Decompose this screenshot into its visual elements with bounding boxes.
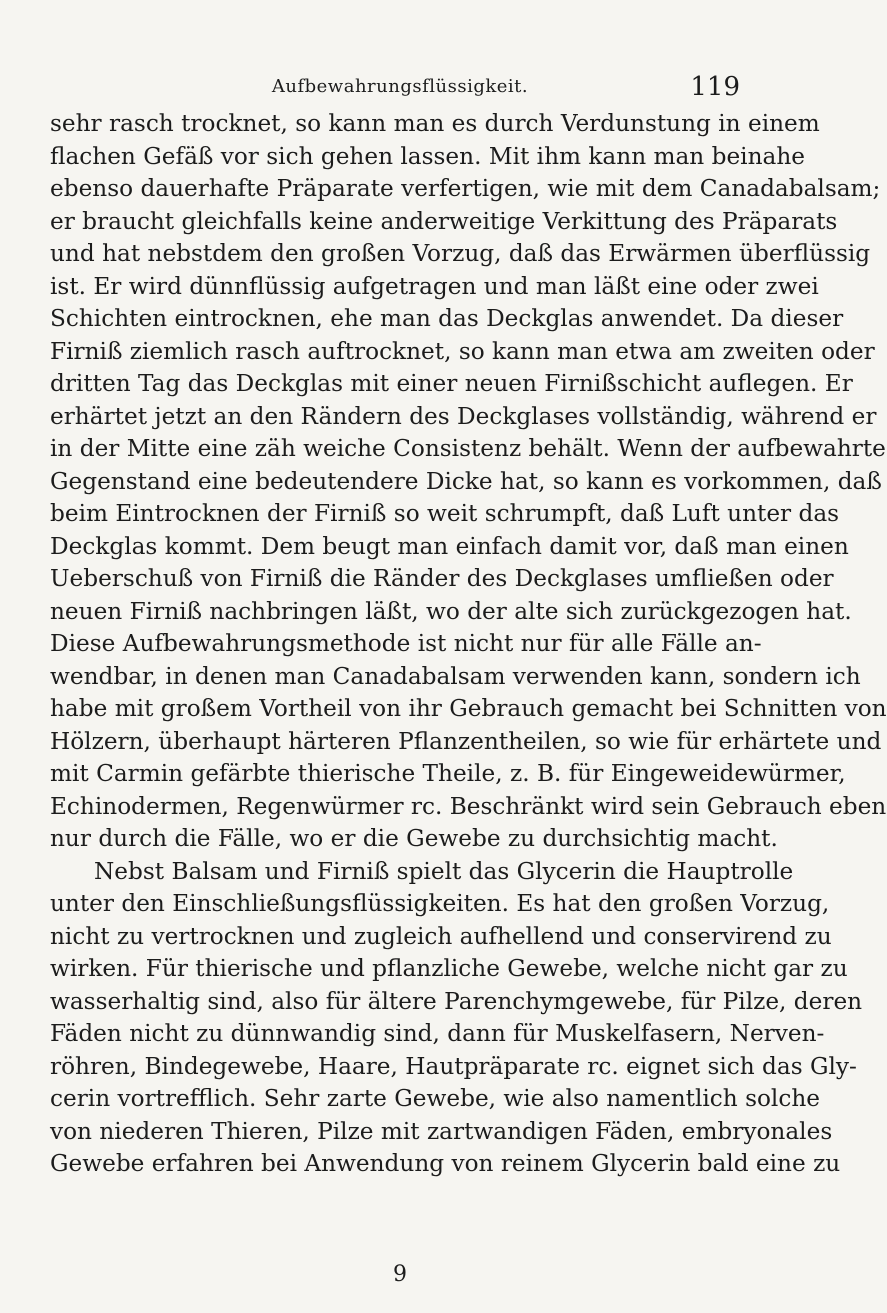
text-line: er braucht gleichfalls keine anderweitige Verkittung des Präparats (50, 207, 838, 235)
text-line: Diese Aufbewahrungsmethode ist nicht nur für alle Fälle an- (50, 630, 762, 657)
running-head (0, 74, 800, 104)
text-line: nicht zu vertrocknen und zugleich aufhellend und conservirend zu (50, 922, 832, 950)
text-line: Deckglas kommt. Dem beugt man einfach damit vor, daß man einen (50, 532, 849, 560)
text-line: erhärtet jetzt an den Rändern des Deckglases vollständig, während er (50, 402, 877, 430)
page-number: 119 (690, 72, 740, 102)
paragraph-first-line: Nebst Balsam und Firniß spielt das Glycerin die Hauptrolle (94, 857, 794, 885)
text-line: Hölzern, überhaupt härteren Pflanzentheilen, so wie für erhärtete und (50, 727, 882, 755)
text-line: und hat nebstdem den großen Vorzug, daß das Erwärmen überflüssig (50, 240, 871, 267)
signature-mark: 9 (393, 1262, 407, 1287)
text-line: Gegenstand eine bedeutendere Dicke hat, so kann es vorkommen, daß (50, 467, 882, 495)
text-line: in der Mitte eine zäh weiche Consistenz behält. Wenn der aufbewahrte (50, 435, 886, 462)
text-line: ebenso dauerhafte Präparate verfertigen, wie mit dem Canadabalsam; (50, 175, 881, 202)
running-title: Aufbewahrungsflüssigkeit. (271, 76, 529, 97)
text-line: wendbar, in denen man Canadabalsam verwenden kann, sondern ich (50, 662, 861, 690)
text-line: Echinodermen, Regenwürmer rc. Beschränkt wird sein Gebrauch eben (50, 792, 887, 820)
text-line: Firniß ziemlich rasch auftrocknet, so kann man etwa am zweiten oder (50, 337, 875, 365)
text-line: sehr rasch trocknet, so kann man es durch Verdunstung in einem (50, 110, 820, 137)
text-line: unter den Einschließungsflüssigkeiten. Es hat den großen Vorzug, (50, 890, 830, 917)
text-line: von niederen Thieren, Pilze mit zartwandigen Fäden, embryonales (50, 1117, 833, 1145)
text-line: beim Eintrocknen der Firniß so weit schrumpft, daß Luft unter das (50, 500, 840, 527)
text-line: neuen Firniß nachbringen läßt, wo der alte sich zurückgezogen hat. (50, 597, 852, 625)
text-line: röhren, Bindegewebe, Haare, Hautpräparate rc. eignet sich das Gly- (50, 1052, 857, 1080)
text-line: flachen Gefäß vor sich gehen lassen. Mit ihm kann man beinahe (50, 142, 806, 170)
text-line: Gewebe erfahren bei Anwendung von reinem Glycerin bald eine zu (50, 1150, 841, 1177)
text-line: Schichten eintrocknen, ehe man das Deckglas anwendet. Da dieser (50, 305, 844, 332)
text-line: nur durch die Fälle, wo er die Gewebe zu durchsichtig macht. (50, 825, 778, 852)
text-line: habe mit großem Vortheil von ihr Gebrauch gemacht bei Schnitten von (50, 695, 887, 722)
text-line: Fäden nicht zu dünnwandig sind, dann für Muskelfasern, Nerven- (50, 1020, 825, 1047)
text-line: mit Carmin gefärbte thierische Theile, z. B. für Eingeweidewürmer, (50, 760, 846, 787)
text-line: Ueberschuß von Firniß die Ränder des Deckglases umfließen oder (50, 565, 834, 592)
body-text (50, 108, 887, 1181)
text-line: ist. Er wird dünnflüssig aufgetragen und man läßt eine oder zwei (50, 272, 819, 300)
text-line: cerin vortrefflich. Sehr zarte Gewebe, wie also namentlich solche (50, 1085, 820, 1112)
text-line: wirken. Für thierische und pflanzliche Gewebe, welche nicht gar zu (50, 955, 848, 982)
text-line: wasserhaltig sind, also für ältere Parenchymgewebe, für Pilze, deren (50, 987, 863, 1015)
text-line: dritten Tag das Deckglas mit einer neuen Firnißschicht auflegen. Er (50, 370, 853, 397)
